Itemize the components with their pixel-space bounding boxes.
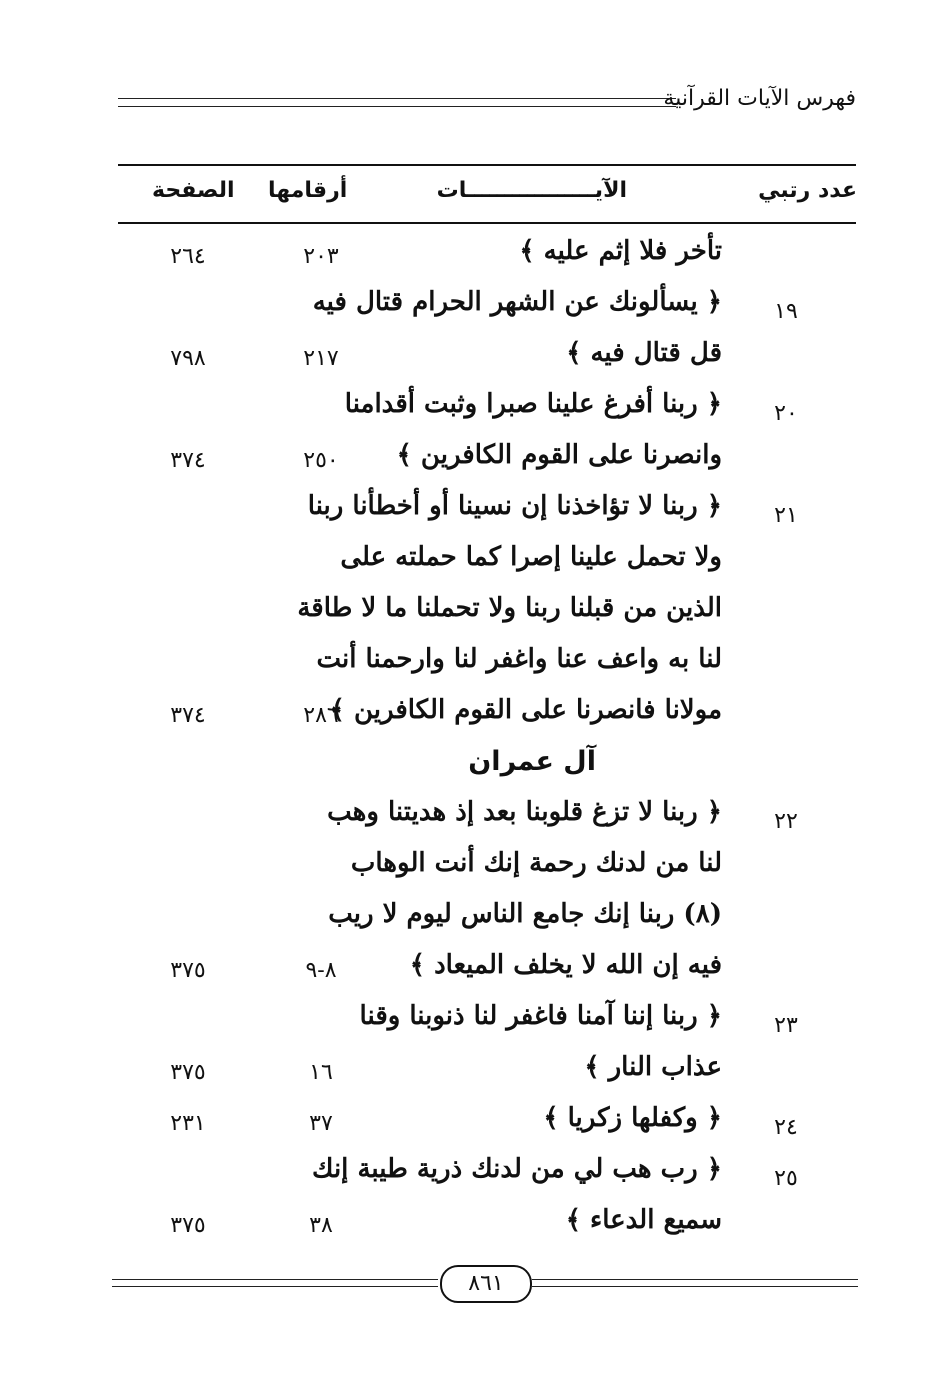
verse-text: ولا تحمل علينا إصرا كما حملته على bbox=[340, 542, 722, 572]
verse-text: لنا به واعف عنا واغفر لنا وارحمنا أنت bbox=[316, 644, 722, 674]
table-row bbox=[118, 436, 856, 487]
running-head-title: فهرس الآيات القرآنية bbox=[663, 86, 856, 111]
table-row bbox=[118, 334, 856, 385]
page-reference: ٧٩٨ bbox=[170, 346, 206, 371]
page-reference: ٣٧٤ bbox=[170, 703, 206, 728]
verse-text: وانصرنا على القوم الكافرين ﴾ bbox=[396, 440, 722, 470]
verse-number: ٣٨ bbox=[309, 1213, 333, 1238]
verse-text: قل قتال فيه ﴾ bbox=[566, 338, 722, 368]
page-reference: ٣٧٤ bbox=[170, 448, 206, 473]
verse-text: تأخر فلا إثم عليه ﴾ bbox=[519, 236, 722, 266]
column-header-verses: الآيـــــــــــــــــات bbox=[436, 178, 627, 203]
verse-index-table bbox=[118, 232, 856, 1252]
verse-text: (٨) ربنا إنك جامع الناس ليوم لا ريب bbox=[328, 899, 722, 929]
verse-number: ٢١٧ bbox=[303, 346, 339, 371]
surah-heading-row bbox=[118, 742, 856, 793]
verse-text: سميع الدعاء ﴾ bbox=[565, 1205, 722, 1235]
serial-number: ٢٠ bbox=[774, 401, 798, 426]
serial-number: ٢٢ bbox=[774, 809, 798, 834]
verse-number: ٢٥٠ bbox=[303, 448, 339, 473]
table-row bbox=[118, 538, 856, 589]
table-row bbox=[118, 997, 856, 1048]
table-row bbox=[118, 1099, 856, 1150]
verse-number: ٢٠٣ bbox=[303, 244, 339, 269]
verse-text: فيه إن الله لا يخلف الميعاد ﴾ bbox=[409, 950, 722, 980]
verse-text: لنا من لدنك رحمة إنك أنت الوهاب bbox=[350, 848, 722, 878]
table-header-rule bbox=[118, 222, 856, 224]
column-header-verse-numbers: أرقامها bbox=[268, 178, 348, 203]
table-row bbox=[118, 385, 856, 436]
table-row bbox=[118, 487, 856, 538]
page-reference: ٣٧٥ bbox=[170, 1213, 206, 1238]
verse-text: ﴿ ربنا إننا آمنا فاغفر لنا ذنوبنا وقنا bbox=[359, 1001, 722, 1031]
page-reference: ٣٧٥ bbox=[170, 1060, 206, 1085]
page-reference: ٣٧٥ bbox=[170, 958, 206, 983]
table-row bbox=[118, 895, 856, 946]
verse-number: ٢٨٦ bbox=[303, 703, 339, 728]
running-head-rule bbox=[118, 98, 676, 107]
table-top-rule bbox=[118, 164, 856, 166]
serial-number: ٢٤ bbox=[774, 1115, 798, 1140]
table-row bbox=[118, 844, 856, 895]
verse-text: عذاب النار ﴾ bbox=[584, 1052, 722, 1082]
verse-number: ٨-٩ bbox=[305, 958, 337, 983]
verse-text: ﴿ رب هب لي من لدنك ذرية طيبة إنك bbox=[312, 1154, 722, 1184]
verse-text: ﴿ ربنا أفرغ علينا صبرا وثبت أقدامنا bbox=[344, 389, 722, 419]
page-reference: ٢٣١ bbox=[170, 1111, 206, 1136]
table-row bbox=[118, 1150, 856, 1201]
page-footer bbox=[112, 1265, 858, 1305]
page-reference: ٢٦٤ bbox=[170, 244, 206, 269]
table-row bbox=[118, 1048, 856, 1099]
verse-text: آل عمران bbox=[468, 746, 596, 777]
verse-text: ﴿ وكفلها زكريا ﴾ bbox=[543, 1103, 722, 1133]
verse-text: مولانا فانصرنا على القوم الكافرين ﴾ bbox=[329, 695, 722, 725]
table-row bbox=[118, 640, 856, 691]
table-row bbox=[118, 589, 856, 640]
verse-text: ﴿ ربنا لا تزغ قلوبنا بعد إذ هديتنا وهب bbox=[327, 797, 722, 827]
column-header-page: الصفحة bbox=[152, 178, 235, 203]
table-row bbox=[118, 232, 856, 283]
column-header-serial: عدد رتبي bbox=[758, 178, 857, 203]
table-row bbox=[118, 793, 856, 844]
table-row bbox=[118, 283, 856, 334]
footer-rule-left bbox=[112, 1279, 438, 1287]
verse-text: ﴿ ربنا لا تؤاخذنا إن نسينا أو أخطأنا ربنا bbox=[307, 491, 722, 521]
verse-text: ﴿ يسألونك عن الشهر الحرام قتال فيه bbox=[312, 287, 722, 317]
table-row bbox=[118, 946, 856, 997]
serial-number: ٢٥ bbox=[774, 1166, 798, 1191]
verse-number: ١٦ bbox=[309, 1060, 333, 1085]
serial-number: ٢١ bbox=[774, 503, 798, 528]
verse-text: الذين من قبلنا ربنا ولا تحملنا ما لا طاقة bbox=[297, 593, 722, 623]
table-row bbox=[118, 1201, 856, 1252]
verse-number: ٣٧ bbox=[309, 1111, 333, 1136]
serial-number: ٢٣ bbox=[774, 1013, 798, 1038]
page-number: ٨٦١ bbox=[440, 1265, 532, 1303]
serial-number: ١٩ bbox=[774, 299, 798, 324]
running-head bbox=[118, 82, 856, 122]
footer-rule-right bbox=[532, 1279, 858, 1287]
table-row bbox=[118, 691, 856, 742]
